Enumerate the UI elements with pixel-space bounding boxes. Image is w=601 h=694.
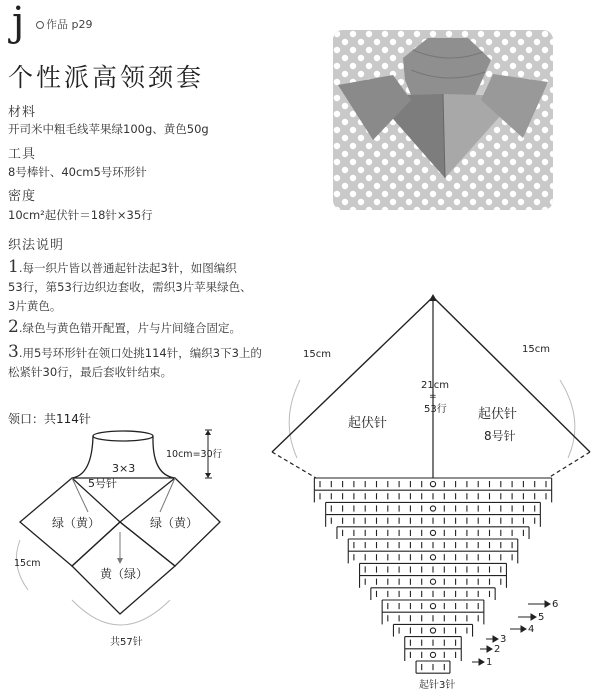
cast-on-count: 起针3针 [419, 680, 456, 691]
stitch-yo [430, 652, 435, 657]
knit-direction-arrow-icon [117, 558, 123, 564]
step-text: 53行，第53行边织边套收，需织3片苹果绿色、 [8, 280, 252, 294]
height-separator: = [429, 392, 437, 402]
row-mark: 6 [552, 599, 559, 610]
instructions-heading: 织法说明 [8, 238, 65, 253]
step-text: 3片黄色。 [8, 299, 62, 313]
step-number: 3 [8, 342, 19, 362]
step-number: 1 [8, 257, 19, 277]
step-text: .每一织片皆以普通起针法起3针，如图编织 [18, 261, 237, 275]
stitch-type-left: 起伏针 [348, 416, 388, 431]
panel-right-color: 绿（黄） [150, 516, 199, 530]
work-page-ref [36, 16, 92, 32]
row-markers [486, 599, 558, 668]
center-rows: 53行 [424, 404, 447, 415]
tools-heading: 工具 [8, 147, 37, 162]
row-mark: 2 [494, 644, 501, 655]
row-mark: 3 [500, 634, 507, 645]
panel-bottom-color: 黄（绿） [100, 567, 149, 581]
collar-photo-illustration [333, 30, 553, 210]
instruction-step-3 [8, 343, 298, 382]
assembly-diagram [0, 405, 270, 694]
stitch-yo [430, 604, 435, 609]
rib-height: 10cm=30行 [166, 449, 223, 460]
side-width: 15cm [14, 558, 41, 569]
bullet-icon [36, 21, 44, 29]
stitch-type-right: 起伏针 [478, 407, 518, 422]
panel-left-color: 绿（黄） [52, 516, 101, 530]
step-text: 松紧针30行，最后套收针结束。 [8, 365, 173, 379]
neck-stitch-count: 领口：共114针 [8, 412, 91, 426]
tools-text: 8号棒针、40cm5号环形针 [8, 165, 147, 179]
knitting-chart [270, 280, 601, 694]
materials-text: 开司米中粗毛线苹果绿100g、黄色50g [8, 122, 209, 136]
stitch-yo [430, 555, 435, 560]
neck-opening [93, 431, 153, 441]
rib-needle: 5号针 [88, 477, 117, 490]
materials-heading: 材料 [8, 105, 37, 120]
stitch-yo [430, 506, 435, 511]
step-text: .绿色与黄色错开配置，片与片间缝合固定。 [18, 321, 241, 335]
stitch-yo [430, 482, 435, 487]
gauge-text: 10cm²起伏针＝18针×35行 [8, 208, 153, 222]
section-letter: j [12, 0, 25, 45]
stitch-yo [430, 628, 435, 633]
row-mark: 5 [538, 612, 545, 623]
bottom-stitch-count: 共57针 [110, 637, 143, 648]
needle-size: 8号针 [484, 429, 516, 443]
step-number: 2 [8, 317, 19, 337]
arrow-up-icon [205, 430, 211, 435]
rib-pattern: 3×3 [112, 462, 136, 475]
arrow-down-icon [205, 473, 211, 478]
right-edge-length: 15cm [522, 344, 550, 355]
arrow-up-icon [429, 294, 437, 301]
work-ref-text: 作品 p29 [46, 18, 93, 31]
stitch-yo [430, 579, 435, 584]
product-photo [333, 30, 553, 210]
row-mark: 4 [528, 624, 535, 635]
left-edge-length: 15cm [303, 349, 331, 360]
step-text: .用5号环形针在领口处挑114针，编织3下3上的 [18, 346, 262, 360]
stitch-yo [430, 530, 435, 535]
center-height: 21cm [421, 380, 449, 391]
instruction-step-2 [8, 318, 298, 338]
gauge-heading: 密度 [8, 189, 37, 204]
page-title: 个性派高领颈套 [8, 63, 205, 92]
stitch-grid [314, 478, 551, 673]
row-mark: 1 [486, 657, 493, 668]
instruction-step-1 [8, 258, 298, 316]
